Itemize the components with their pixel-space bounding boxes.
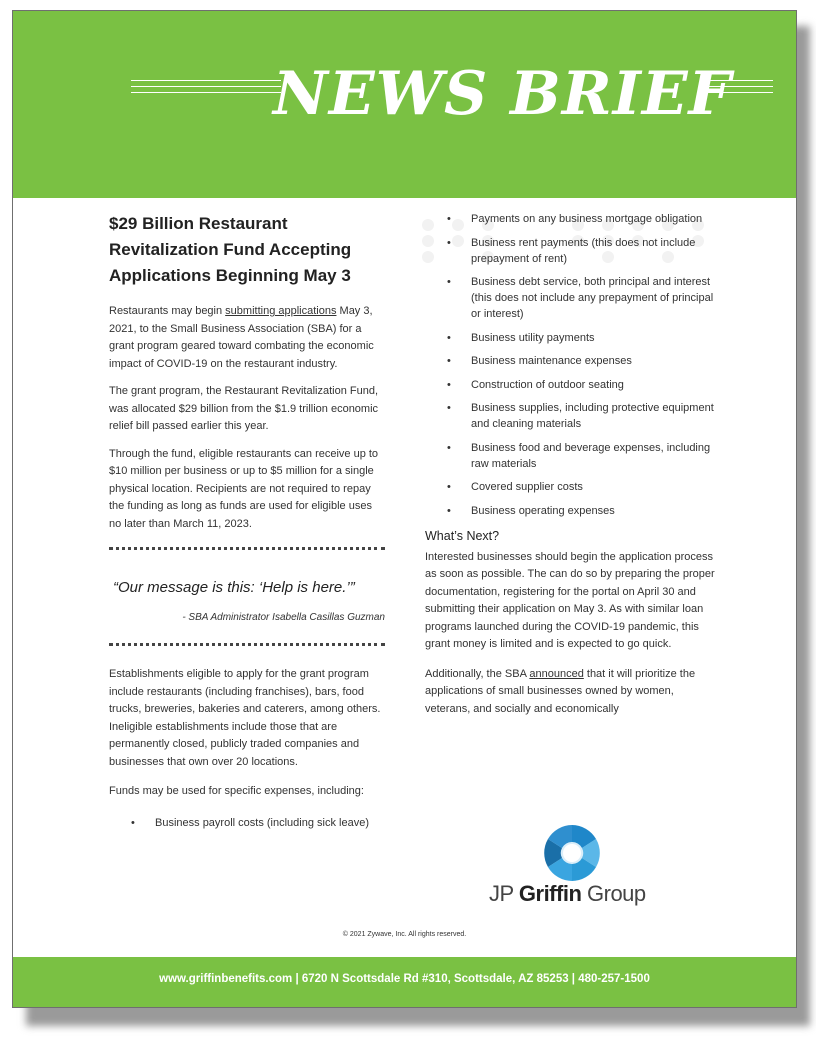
article-headline: $29 Billion Restaurant Revitalization Fund Accepting Applications Beginning May 3 <box>109 214 352 285</box>
bullet-icon: • <box>447 355 451 367</box>
pull-quote: “Our message is this: ‘Help is here.’” <box>113 579 355 596</box>
list-item: • Business maintenance expenses <box>447 355 632 367</box>
list-item: • Business rent payments (this does not include prepayment of rent) <box>447 236 696 265</box>
bullet-icon: • <box>447 331 451 344</box>
bullet-icon: • <box>447 504 451 517</box>
bullet-icon: • <box>447 236 451 249</box>
expense-list-left <box>109 815 385 831</box>
footer-banner <box>13 957 796 1007</box>
footer-contact-info: www.griffinbenefits.com | 6720 N Scottsdale Rd #310, Scottsdale, AZ 85253 | 480-257-1500 <box>159 973 650 985</box>
whats-next-heading: What’s Next? <box>425 528 500 543</box>
bullet-icon: • <box>447 402 451 414</box>
left-column <box>109 211 385 838</box>
list-item: • Payments on any business mortgage obligation <box>447 213 703 225</box>
list-item: • Business food and beverage expenses, including raw materials <box>447 441 711 470</box>
bullet-icon: • <box>447 378 451 391</box>
list-item: • Business debt service, both principal and interest (this does not include any prepayment of principal or interest) <box>447 276 714 320</box>
list-item: • Covered supplier costs <box>447 481 583 493</box>
expense-list-right <box>425 211 715 519</box>
bullet-icon: • <box>447 441 451 454</box>
whats-next-paragraph: Interested businesses should begin the application process as soon as possible. The can do so by preparing the proper documentation, registering for the portal on April 30 and submitting their application on May 3. As with similar loan programs launched during the COVID-19 pandemic, this grant money is limited and is expected to go quick. <box>425 550 715 650</box>
company-logo-text: JP Griffin Group <box>489 881 646 906</box>
intro-text: Restaurants may begin <box>109 305 226 317</box>
masthead-banner <box>13 11 796 198</box>
announced-link[interactable]: announced <box>529 667 584 680</box>
quote-attribution: - SBA Administrator Isabella Casillas Guzman <box>182 612 385 623</box>
intro-text-cont: May 3, 2021, to the Small Business Association (SBA) for a grant program geared toward combating the economic impact of COVID-19 on the restaurant industry. <box>109 305 374 370</box>
list-item: • Business supplies, including protective equipment and cleaning materials <box>447 402 714 430</box>
list-item: • Business operating expenses <box>447 504 615 517</box>
bullet-icon: • <box>447 481 451 493</box>
masthead-rule <box>131 92 281 93</box>
prioritize-paragraph <box>425 666 715 719</box>
bullet-icon: • <box>131 816 135 829</box>
bullet-icon: • <box>447 276 451 288</box>
intro-paragraph <box>109 303 385 373</box>
funds-use-intro: Funds may be used for specific expenses, including: <box>109 785 364 797</box>
grant-paragraph: The grant program, the Restaurant Revitalization Fund, was allocated $29 billion from the $1.9 trillion economic relief bill passed earlier this year. <box>109 385 379 432</box>
masthead-rule <box>131 80 281 81</box>
masthead-rule <box>131 86 281 87</box>
list-item: • Business utility payments <box>447 331 595 344</box>
list-item: • Business payroll costs (including sick leave) <box>131 816 369 829</box>
list-item: • Construction of outdoor seating <box>447 378 624 391</box>
eligible-establishments-paragraph: Establishments eligible to apply for the grant program include restaurants (including franchises), bars, food trucks, breweries, bakeries and caterers, among others. Ineligible establishments include those that are permanently closed, publicly traded companies and businesses that own over 20 locations. <box>109 668 381 768</box>
prioritize-text: Additionally, the SBA <box>425 667 530 680</box>
prioritize-text-cont: that it will prioritize the applications of small businesses owned by women, veterans, and socially and economically <box>425 667 696 715</box>
masthead-title: NEWS BRIEF <box>273 59 733 129</box>
right-column <box>425 211 715 728</box>
document-page <box>12 10 797 1008</box>
copyright-notice: © 2021 Zywave, Inc. All rights reserved. <box>342 931 467 938</box>
submitting-applications-link[interactable]: submitting applications <box>225 305 337 317</box>
eligibility-amount-paragraph: Through the fund, eligible restaurants can receive up to $10 million per business or up to $5 million for a single physical location. Recipients are not required to repay the funding as long as funds are used for eligible uses no later than March 11, 2023. <box>109 447 379 530</box>
bullet-icon: • <box>447 213 451 225</box>
